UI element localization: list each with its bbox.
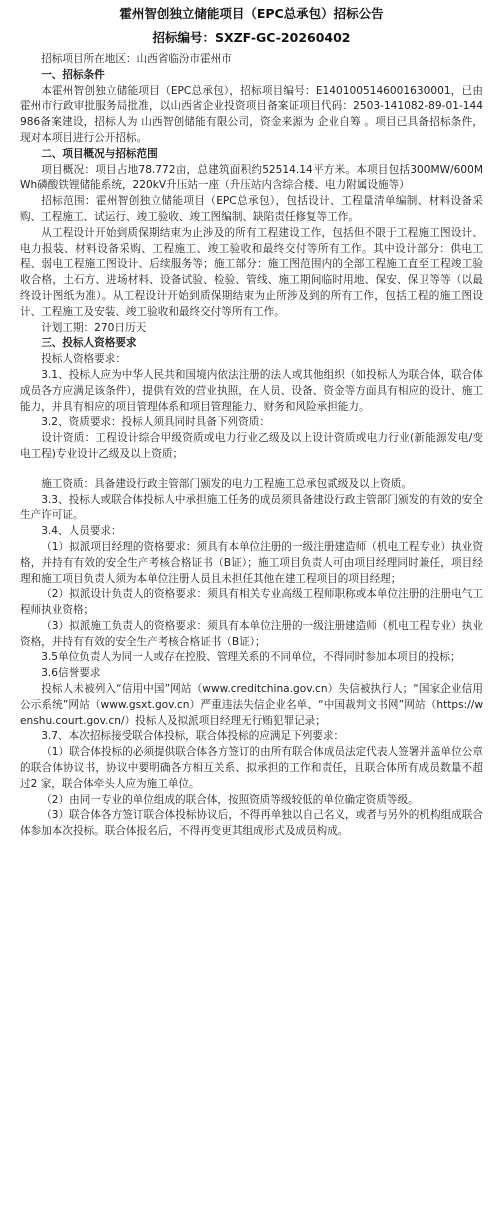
clause-3-4: 3.4、人员要求： — [41, 525, 122, 538]
section-heading-1: 一、招标条件 — [41, 68, 105, 81]
clause-3-3: 3.3、投标人或联合体投标人中承担施工任务的成员须具备建设行政主管部门颁发的有效的安全生产许可证。 — [20, 493, 483, 522]
clause-3-1: 3.1、投标人应为中华人民共和国境内依法注册的法人或其他组织（如投标人为联合体，联合体成员各方应满足该条件），提供有效的营业执照，在人员、设备、资金等方面具有相应的设计、施工能力，并具有相应的项目管理体系和项目管理能力、财务和风险承担能力。 — [20, 368, 483, 413]
document-title: 霍州智创独立储能项目（EPC总承包）招标公告 — [119, 6, 384, 21]
personnel-req-1: （1）拟派项目经理的资格要求：须具有本单位注册的一级注册建造师（机电工程专业）执业资格，并持有有效的安全生产考核合格证书（B证）；施工项目负责人可由项目经理同时兼任，项目经理和施工项目负责人须为本单位注册人员且未担任其他在建工程项目的项目经理； — [20, 540, 483, 585]
project-overview: 项目概况：项目占地78.772亩，总建筑面积约52514.14平方米。本项目包括300MW/600MWh磷酸铁锂储能系统，220kV升压站一座（升压站内含综合楼、电力附属设施等） — [20, 163, 483, 192]
tender-number: 招标编号：SXZF-GC-20260402 — [152, 30, 351, 45]
personnel-req-3: （3）拟派施工负责人的资格要求：须具有本单位注册的一级注册建造师（机电工程专业）执业资格，并持有有效的安全生产考核合格证书（B证）； — [20, 619, 483, 648]
construction-qualification: 施工资质：具备建设行政主管部门颁发的电力工程施工总承包贰级及以上资质。 — [41, 477, 412, 490]
consortium-req-3: （3）联合体各方签订联合体投标协议后，不得再单独以自己名义，或者与另外的机构组成联合体参加本次投标。联合体报名后，不得再变更其组成形式及成员构成。 — [20, 809, 483, 838]
clause-3-7: 3.7、本次招标接受联合体投标，联合体投标的应满足下列要求： — [41, 730, 345, 743]
section-heading-2: 二、项目概况与招标范围 — [41, 147, 158, 160]
planned-duration: 计划工期：270日历天 — [41, 321, 147, 334]
work-scope-detail: 从工程设计开始到质保期结束为止涉及的所有工程建设工作，包括但不限于工程施工图设计、电力报装、材料设备采购、工程施工、竣工验收和最终交付等所有工作。其中设计部分：供电工程、弱电工程施工图设计、后续服务等；施工部分：施工图范围内的全部工程施工直至工程竣工验收合格，土石方、进场材料、设备试验、检验、管线、施工期间临时用地、保安、保卫等等（以最终设计图纸为准）。从工程设计开始到质保期结束为止所涉及到的所有工作，包括工程的施工图设计、工程施工及安装、竣工验收和最终交付等所有工作。 — [20, 226, 483, 318]
consortium-req-2: （2）由同一专业的单位组成的联合体，按照资质等级较低的单位确定资质等级。 — [41, 793, 419, 806]
consortium-req-1: （1）联合体投标的必须提供联合体各方签订的由所有联合体成员法定代表人签署并盖单位公章的联合体协议书，协议中要明确各方相互关系、拟承担的工作和责任，且联合体所有成员数量不超过2 家，联合体牵头人应为施工单位。 — [20, 746, 483, 790]
section-heading-3: 三、投标人资格要求 — [41, 337, 137, 350]
credit-requirement: 投标人未被列入“信用中国”网站（www.creditchina.gov.cn）失信被执行人；“国家企业信用公示系统”网站（www.gsxt.gov.cn）严重违法失信企业名单、“中国裁判文书网”网站（https://wenshu.court.gov.cn/）投标人及拟派项目经理无行贿犯罪记录； — [20, 683, 483, 727]
project-location: 招标项目所在地区：山西省临汾市霍州市 — [41, 53, 232, 65]
blank-gap — [20, 463, 483, 477]
document — [20, 5, 483, 840]
clause-3-5: 3.5单位负责人为同一人或存在控股、管理关系的不同单位，不得同时参加本项目的投标； — [41, 651, 461, 664]
design-qualification: 设计资质：工程设计综合甲级资质或电力行业乙级及以上设计资质或电力行业(新能源发电/变电工程)专业设计乙级及以上资质； — [20, 432, 483, 460]
qualification-heading: 投标人资格要求： — [41, 353, 126, 366]
tender-scope: 招标范围：霍州智创独立储能项目（EPC总承包），包括设计、工程量清单编制、材料设备采购、工程施工、试运行、竣工验收、竣工图编制、缺陷责任修复等工作。 — [20, 195, 483, 223]
personnel-req-2: （2）拟派设计负责人的资格要求：须具有相关专业高级工程师职称或本单位注册的注册电气工程师执业资格； — [20, 588, 483, 617]
clause-3-6: 3.6信誉要求 — [41, 667, 101, 680]
tender-conditions: 本霍州智创独立储能项目（EPC总承包），招标项目编号：E1401005146001630001，已由霍州市行政审批服务局批准，以山西省企业投资项目备案证项目代码：2503-141082-89-01-144986备案建设，招标人为 山西智创储能有限公司，资金来源为 企业自筹 。项目已具备招标条件，现对本项目进行公开招标。 — [20, 84, 483, 144]
clause-3-2: 3.2、资质要求：投标人须具同时具备下列资质： — [41, 416, 270, 429]
